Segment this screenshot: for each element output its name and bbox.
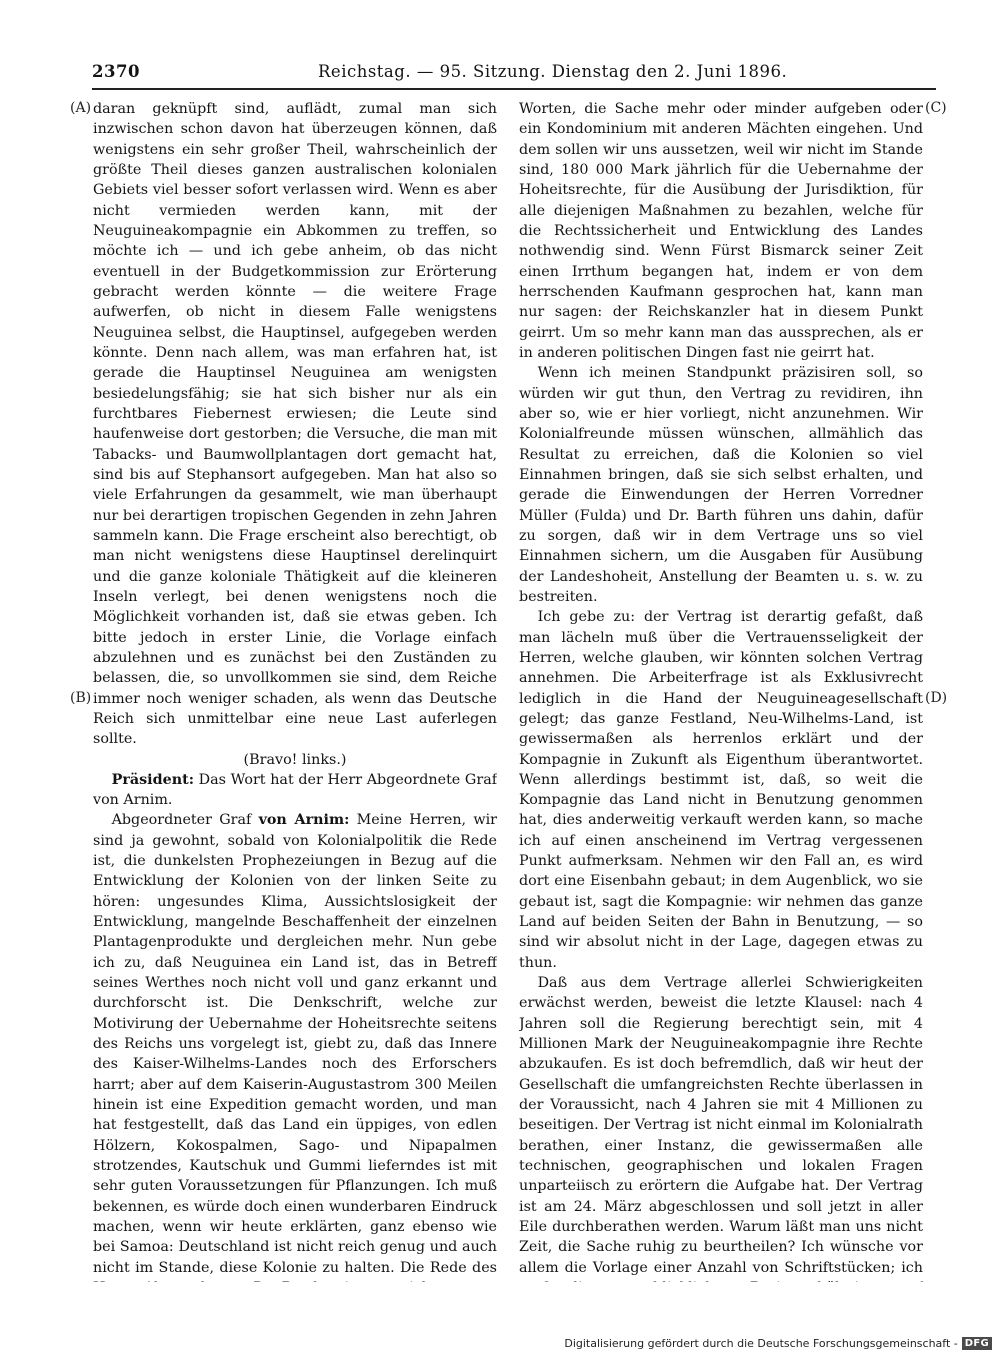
running-header: [92, 62, 936, 88]
right-column: [519, 99, 923, 1282]
header-rule: [92, 88, 936, 90]
credit-text: Digitalisierung gefördert durch die Deutsche Forschungsgemeinschaft -: [564, 1336, 958, 1350]
running-title: Reichstag. — 95. Sitzung. Dienstag den 2. Juni 1896.: [318, 62, 788, 81]
page-number: 2370: [92, 62, 140, 81]
paragraph: Worten, die Sache mehr oder minder aufgeben oder ein Kondominium mit anderen Mächten eingehen. Und dem sollen wir uns aussetzen, weil wir nicht im Stande sind, 180 000 Mark jährlich für die Uebernahme der Hoheitsrechte, für die Ausübung der Jurisdiktion, für alle diejenigen Maßnahmen zu bezahlen, welche für die Rechtssicherheit und Entwicklung des Landes nothwendig sind. Wenn Fürst Bismarck seiner Zeit einen Irrthum begangen hat, indem er von dem herrschenden Kaufmann gesprochen hat, kann man nur sagen: der Reichskanzler hat in diesem Punkt geirrt. Um so mehr kann man das aussprechen, als er in anderen politischen Dingen fast nie geirrt hat.: [519, 101, 923, 361]
speech-paragraph: [93, 810, 497, 1282]
margin-mark-a: (A): [70, 100, 92, 116]
margin-mark-c: (C): [925, 100, 947, 116]
paragraph: Wenn ich meinen Standpunkt präzisiren soll, so würden wir gut thun, den Vertrag zu revidiren, ihn aber so, wie er hier vorliegt, nicht anzunehmen. Wir Kolonialfreunde müssen wünschen, allmählich das Resultat zu erreichen, daß die Kolonien so viel Einnahmen bringen, daß sie sich selbst erhalten, und gerade die Einwendungen der Herren Vorredner Müller (Fulda) und Dr. Barth führen uns dahin, dafür zu sorgen, daß wir in dem Vertrage uns so viel Einnahmen sichern, um die Ausgaben für Ausübung der Landeshoheit, Anstellung der Beamten u. s. w. zu bestreiten.: [519, 365, 923, 605]
paragraph: Daß aus dem Vertrage allerlei Schwierigkeiten erwächst werden, beweist die letzte Klausel: nach 4 Jahren soll die Regierung berechtigt sein, mit 4 Millionen Mark der Neuguineakompagnie ihre Rechte abzukaufen. Es ist doch befremdlich, daß wir heut der Gesellschaft die umfangreichsten Rechte überlassen in der Voraussicht, nach 4 Jahren sie mit 4 Millionen zu beseitigen. Der Vertrag ist nicht einmal im Kolonialrath berathen, einer Instanz, die gewissermaßen alle technischen, geographischen und lokalen Fragen unparteiisch zu erörtern die Aufgabe hat. Der Vertrag ist am 24. März abgeschlossen und soll jetzt in aller Eile durchberathen werden. Warum läßt man uns nicht Zeit, die Sache ruhig zu beurtheilen? Ich wünsche vor allem die Vorlage einer Anzahl von Schriftstücken; ich: [519, 975, 923, 1276]
president-paragraph: [93, 770, 497, 811]
paragraph: daran geknüpft sind, auflädt, zumal man sich inzwischen schon davon hat überzeugen können, daß wenigstens ein sehr großer Theil, wahrscheinlich der größte Theil dieses ganzen australischen kolonialen Gebiets viel besser sofort verlassen wird. Wenn es aber nicht vermieden werden kann, mit der Neuguineakompagnie ein Abkommen zu treffen, so möchte ich — und ich gebe anheim, ob das nicht eventuell in der Budgetkommission zur Erörterung gebracht werden könnte — die weitere Frage aufwerfen, ob nicht in diesem Falle wenigstens Neuguinea selbst, die Hauptinsel, aufgegeben werden könnte. Denn nach allem, was man erfahren hat, ist gerade die Hauptinsel Neuguinea am wenigsten besiedelungsfähig; sie hat sich bisher nur als ein furchtbares Fiebernest erwiesen; die Leute sind haufenweise dort gestorben; die Versuche, die man mit Tabacks- und Baumwollplantagen dort gemacht hat, sind bis auf Stephansort aufgegeben. Man hat also so viele Erfahrungen da gesammelt, wie man überhaupt nur bei derartigen tropischen Gegenden in zehn Jahren sammeln kann. Die Frage erscheint also berechtigt, ob man nicht wenigstens diese Hauptinsel derelinquirt und die ganze koloniale Thätigkeit auf die kleineren Inseln verlegt, bei denen wenigstens noch die Möglichkeit vorhanden ist, daß sie etwas geben. Ich bitte jedoch in erster Linie, die Vorlage einfach abzulehnen und es zunächst bei den Zuständen zu belassen, die, so unvollkommen sie sind, dem Reiche immer noch weniger schaden, als wenn das Deutsche Reich sich unmittelbar eine neue Last auferlegen sollte.: [93, 101, 497, 748]
interjection: (Bravo! links.): [243, 751, 347, 768]
left-column: [93, 99, 497, 1282]
speaker-prefix: Abgeordneter Graf: [111, 812, 252, 829]
speaker-label: Präsident:: [111, 771, 194, 788]
paragraph: Ich gebe zu: der Vertrag ist derartig gefaßt, daß man lächeln muß über die Vertrauensseligkeit der Herren, welche glauben, wir könnten solchen Vertrag annehmen. Die Arbeiterfrage ist als Exklusivrecht lediglich in die Hand der Neuguineagesellschaft gelegt; das ganze Festland, Neu-Wilhelms-Land, ist gewissermaßen als herrenlos erklärt und der Kompagnie in Zukunft als Eigenthum überantwortet. Wenn allerdings bestimmt ist, daß, so weit die Kompagnie das Land nicht in Benutzung genommen hat, dies anderweitig verkauft werden kann, so mache ich auf einen anscheinend im Vertrag vergessenen Punkt aufmerksam. Nehmen wir den Fall an, es wird dort eine Eisenbahn gebaut; in dem Augenblick, wo sie gebaut ist, sagt die Kompagnie: wir nehmen das ganze Land auf beiden Seiten der Bahn in Benutzung, — so sind wir absolut nicht in der Lage, dagegen etwas zu thun.: [519, 609, 923, 971]
margin-mark-d: (D): [925, 690, 948, 706]
speaker-name: von Arnim:: [258, 812, 350, 829]
paragraph-text: Das Wort hat der Herr Abgeordnete Graf von Arnim.: [93, 771, 497, 809]
dfg-logo: DFG: [962, 1337, 992, 1350]
digitization-credit: [564, 1335, 992, 1351]
margin-mark-b: (B): [70, 690, 92, 706]
paragraph-text: Meine Herren, wir sind ja gewohnt, sobald von Kolonialpolitik die Rede ist, die dunkelsten Prophezeiungen in Bezug auf die Entwicklung der Kolonien von der linken Seite zu hören: ungesundes Klima, Aussichtslosigkeit der Entwicklung, mangelnde Beschaffenheit der einzelnen Plantagenprodukte und dergleichen mehr. Nun gebe ich zu, daß Neuguinea ein Land ist, das in Betreff seines Werthes noch nicht voll und ganz erkannt und durchforscht ist. Die Denkschrift, welche zur Motivirung der Uebernahme der Hoheitsrechte seitens des Reichs uns vorgelegt ist, giebt zu, daß das Innere des Kaiser-Wilhelms-Landes noch des Erforschers harrt; aber auf dem Kaiserin-Augustastrom 300 Meilen hinein ist eine Expedition gemacht worden, und man hat festgestellt, daß das Land ein üppiges, von edlen Hölzern, Kokospalmen, Sago- und Nipapalmen strotzendes, Kautschuk und Gummi lieferndes ist mit sehr guten Voraussetzungen für Pflanzungen. Ich muß bekennen, es würde doch einen wunderbaren Eindruck machen, wenn wir heute erklärten, ganz ebenso wie bei Samoa: Deutschland ist nicht reich genug und auch nicht im Stande, diese Kolonie zu halten. Die Rede des: [93, 812, 497, 1276]
